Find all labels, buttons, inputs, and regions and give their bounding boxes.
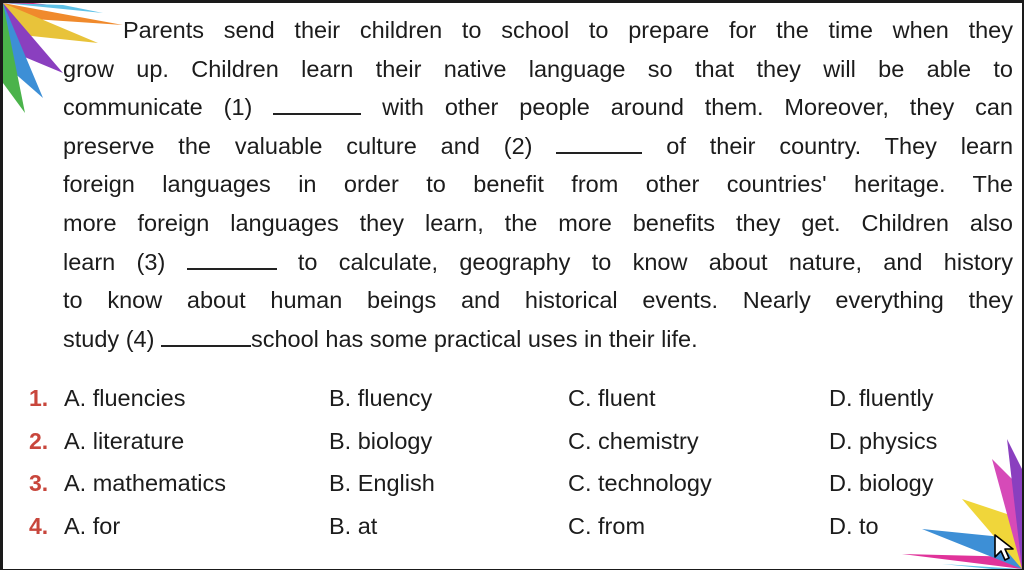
- option-d[interactable]: D. to: [829, 512, 879, 539]
- question-row-1: [3, 379, 1022, 422]
- passage-line: communicate (1) with other people around them. Moreover, they can: [63, 94, 1014, 121]
- question-row-3: [3, 464, 1022, 507]
- option-c[interactable]: C. fluent: [568, 385, 656, 411]
- option-c[interactable]: C. technology: [568, 470, 712, 496]
- mouse-cursor-icon: [993, 533, 1015, 563]
- blank-4: [161, 327, 251, 347]
- answer-options: [3, 379, 1022, 549]
- option-b[interactable]: B. English: [329, 470, 435, 496]
- passage-line: more foreign languages they learn, the more benefits they get. Children also: [63, 209, 1013, 236]
- option-c[interactable]: C. chemistry: [568, 427, 699, 454]
- option-c[interactable]: C. from: [568, 512, 646, 539]
- option-d[interactable]: D. biology: [829, 470, 934, 496]
- passage-line: study (4) school has some practical uses in their life.: [63, 325, 698, 352]
- option-a[interactable]: A. fluencies: [64, 385, 186, 411]
- option-a[interactable]: A. for: [64, 512, 121, 539]
- passage-line: to know about human beings and historical events. Nearly everything they: [63, 287, 1013, 314]
- passage-line: learn (3) to calculate, geography to know about nature, and history: [63, 248, 1014, 275]
- passage-line: Parents send their children to school to prepare for the time when they: [123, 17, 1013, 43]
- question-number: 1.: [29, 385, 49, 411]
- passage-line: preserve the valuable culture and (2) of their country. They learn: [63, 132, 1014, 159]
- worksheet: [3, 3, 1022, 569]
- reading-passage: [63, 11, 1013, 358]
- passage-line: grow up. Children learn their native language so that they will be able to: [63, 55, 1013, 82]
- question-number: 2.: [29, 427, 49, 454]
- question-row-2: [3, 422, 1022, 465]
- question-number: 4.: [29, 512, 49, 539]
- question-number: 3.: [29, 470, 49, 496]
- option-d[interactable]: D. physics: [829, 427, 938, 454]
- passage-line: foreign languages in order to benefit from other countries' heritage. The: [63, 171, 1013, 198]
- option-a[interactable]: A. literature: [64, 427, 185, 454]
- question-row-4: [3, 507, 1022, 550]
- blank-2: [556, 134, 642, 154]
- option-b[interactable]: B. at: [329, 512, 378, 539]
- blank-1: [273, 95, 361, 115]
- option-b[interactable]: B. biology: [329, 427, 433, 454]
- option-d[interactable]: D. fluently: [829, 385, 934, 411]
- blank-3: [187, 250, 277, 270]
- option-a[interactable]: A. mathematics: [64, 470, 226, 496]
- option-b[interactable]: B. fluency: [329, 385, 433, 411]
